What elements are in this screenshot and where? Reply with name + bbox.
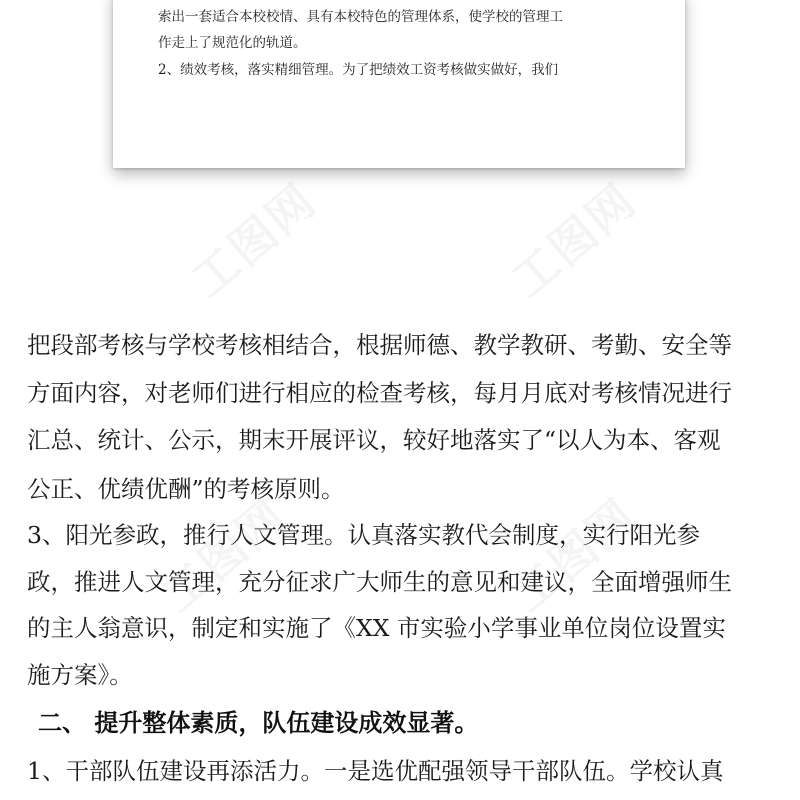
- body-line: 方面内容，对老师们进行相应的检查考核，每月月底对考核情况进行: [27, 379, 732, 407]
- preview-line: 2、绩效考核，落实精细管理。为了把绩效工资考核做实做好，我们: [158, 62, 559, 78]
- preview-line: 索出一套适合本校校情、具有本校特色的管理体系，使学校的管理工: [158, 9, 563, 25]
- watermark: [496, 166, 649, 309]
- body-line: 汇总、统计、公示，期末开展评议，较好地落实了“以人为本、客观: [27, 426, 721, 454]
- body-line: 的主人翁意识，制定和实施了《XX 市实验小学事业单位岗位设置实: [27, 614, 726, 642]
- watermark: [496, 481, 649, 624]
- body-line: 1、干部队伍建设再添活力。一是选优配强领导干部队伍。学校认真: [27, 757, 724, 785]
- watermark: [176, 166, 329, 309]
- document-preview-card: [113, 0, 685, 168]
- body-line: 施方案》。: [27, 661, 133, 689]
- preview-line: 作走上了规范化的轨道。: [158, 35, 307, 51]
- body-line: 公正、优绩优酬”的考核原则。: [27, 475, 345, 503]
- section-heading: 二、 提升整体素质，队伍建设成效显著。: [38, 708, 479, 737]
- body-line: 把段部考核与学校考核相结合，根据师德、教学教研、考勤、安全等: [27, 331, 732, 359]
- body-line: 政，推进人文管理，充分征求广大师生的意见和建议，全面增强师生: [27, 568, 732, 596]
- body-line: 3、阳光参政，推行人文管理。认真落实教代会制度，实行阳光参: [27, 521, 700, 549]
